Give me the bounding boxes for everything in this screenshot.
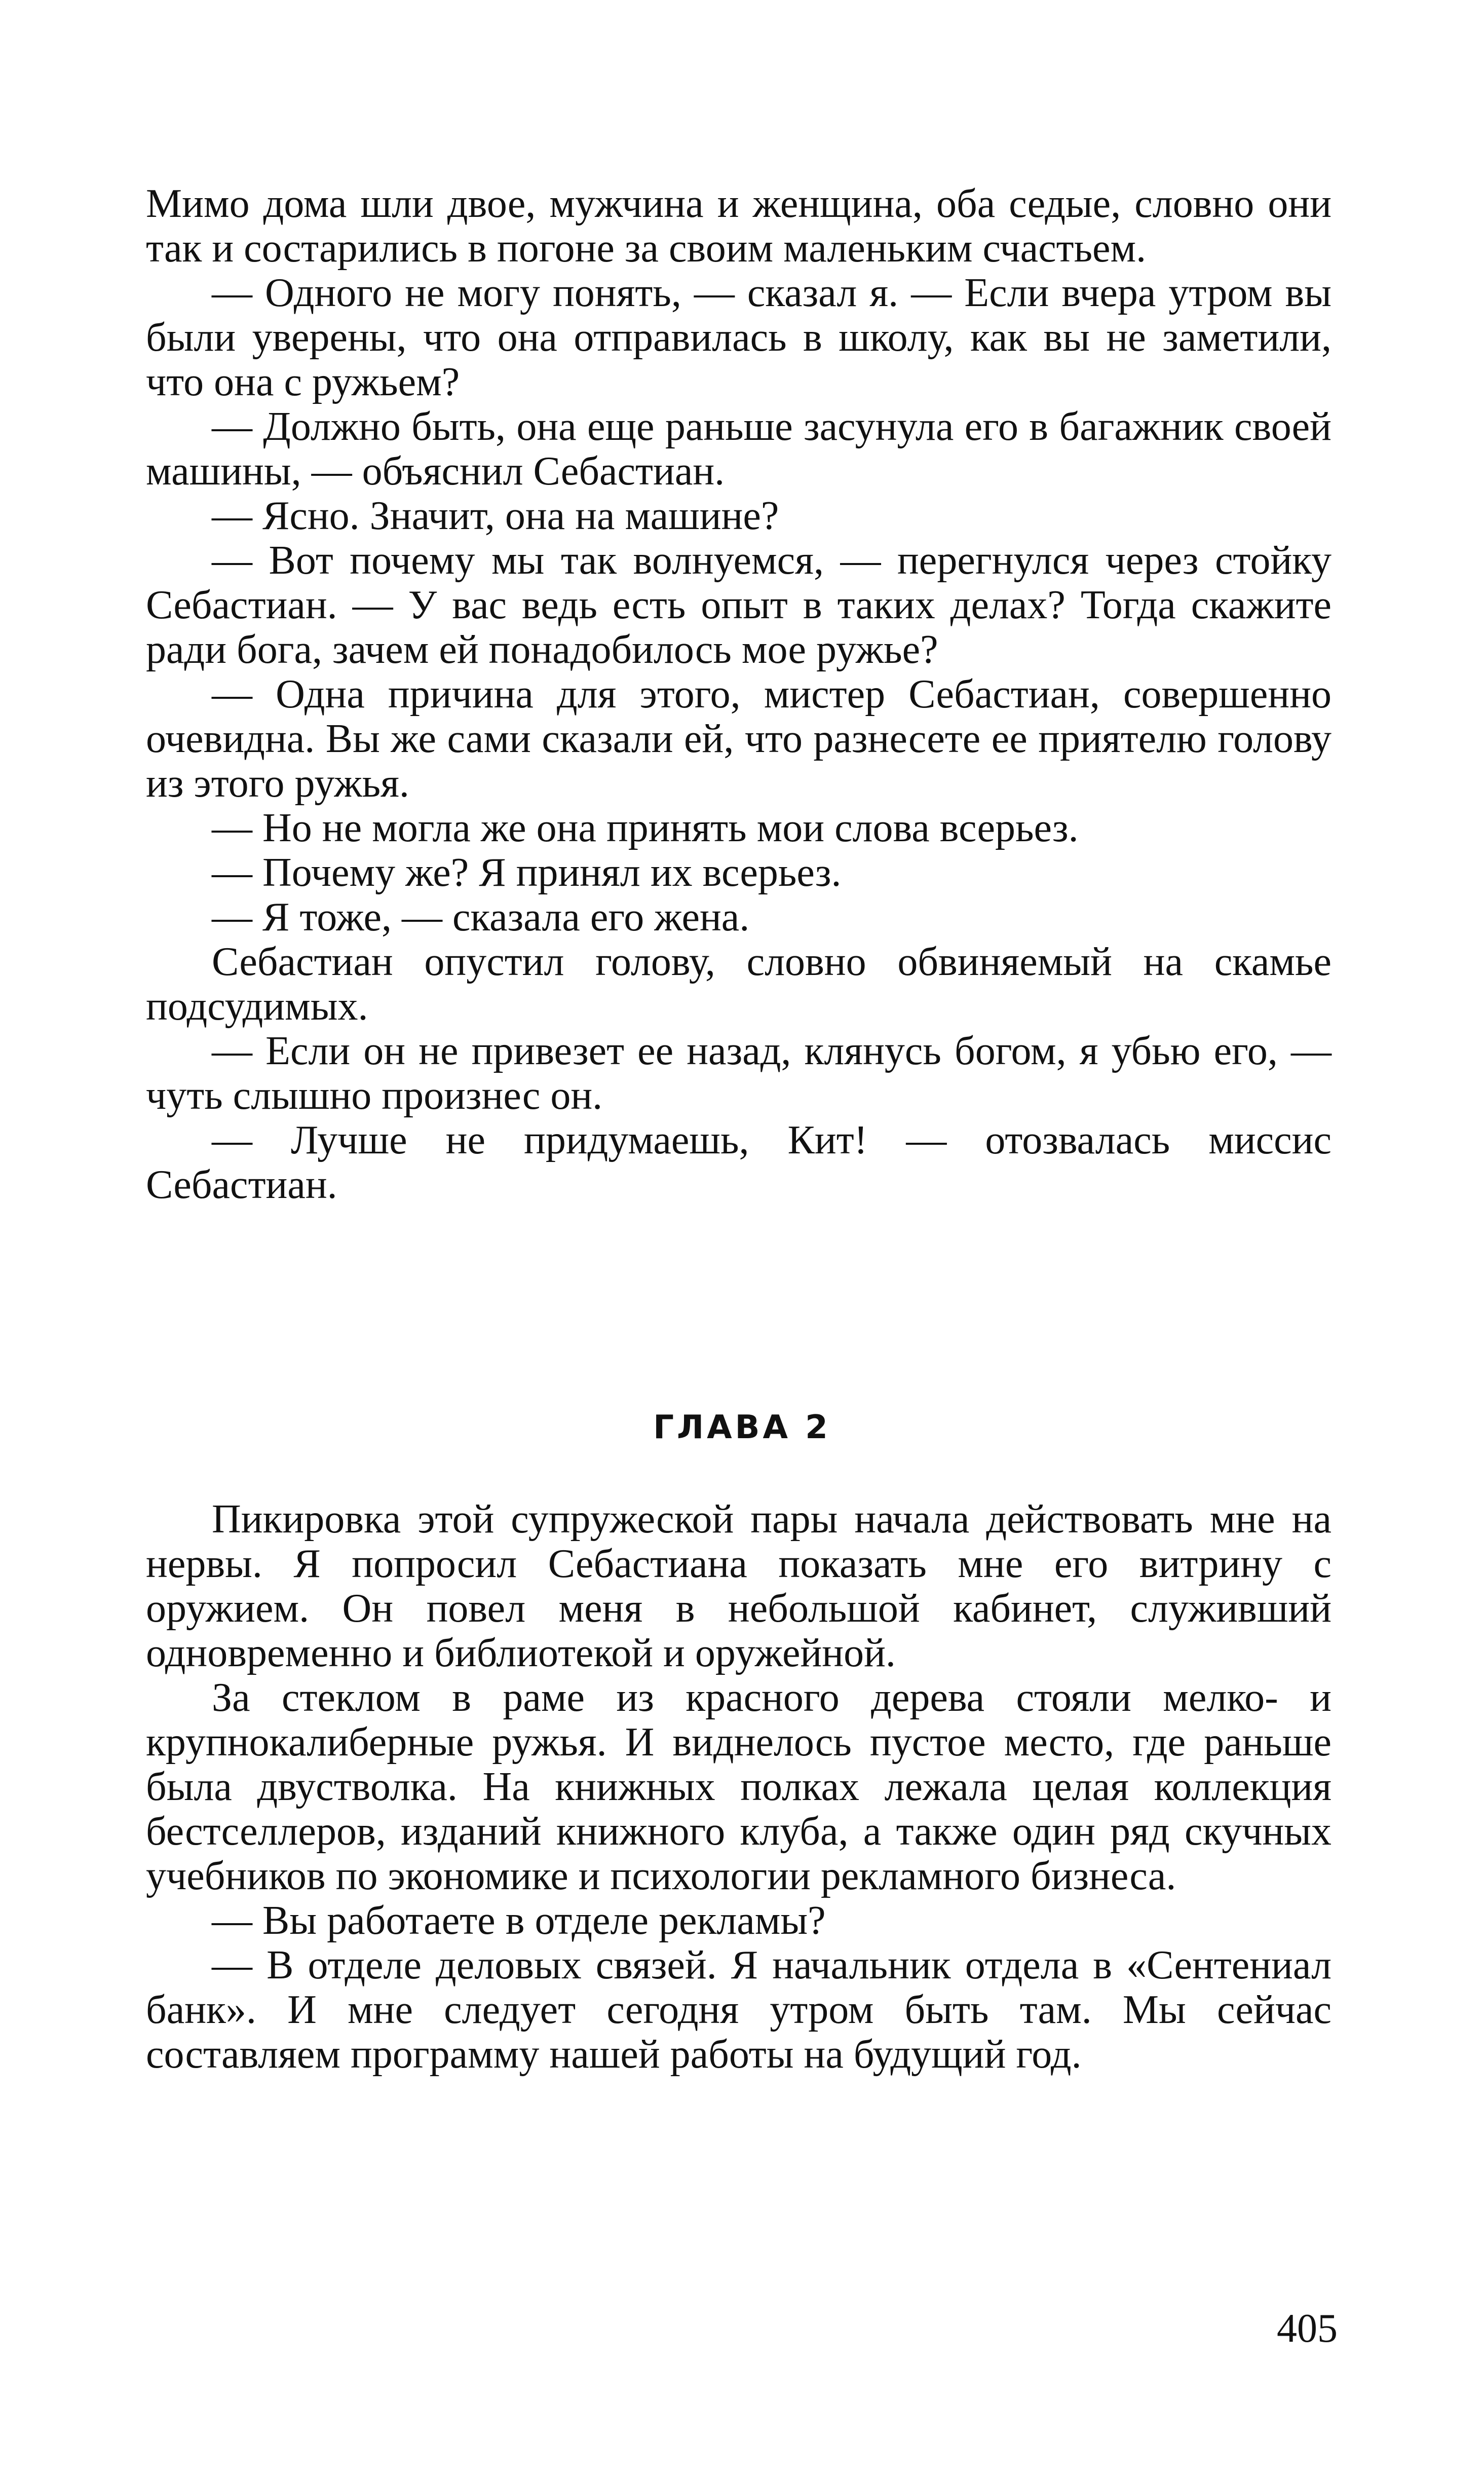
- paragraph: — Ясно. Значит, она на машине?: [212, 494, 779, 538]
- paragraph: — Почему же? Я принял их всерьез.: [212, 850, 842, 895]
- paragraph: Пикировка этой супружеской пары начала действовать мне на нервы. Я попросил Себастиана показать мне его витрину с оружием. Он повел меня в небольшой кабинет, служивший одновременно и библиотекой и оружейной.: [146, 1497, 1331, 1675]
- paragraph: Себастиан опустил голову, словно обвиняемый на скамье подсудимых.: [146, 940, 1331, 1029]
- paragraph: — Но не могла же она принять мои слова всерьез.: [212, 806, 1079, 850]
- paragraph: — Одного не могу понять, — сказал я. — Если вчера утром вы были уверены, что она отправилась в школу, как вы не заметили, что она с ружьем?: [146, 271, 1331, 404]
- paragraph: — Если он не привезет ее назад, клянусь богом, я убью его, — чуть слышно произнес он.: [146, 1029, 1331, 1118]
- paragraph: — Вы работаете в отделе рекламы?: [212, 1898, 826, 1943]
- chapter-heading: ГЛАВА 2: [653, 1409, 831, 1446]
- paragraph: За стеклом в раме из красного дерева стояли мелко- и крупнокалиберные ружья. И виднелось пустое место, где раньше была двустволка. На книжных полках лежала целая коллекция бестселлеров, изданий книжного клуба, а также один ряд скучных учебников по экономике и психологии рекламного бизнеса.: [146, 1675, 1331, 1898]
- page-number: 405: [1277, 2306, 1338, 2351]
- text-block-top: [146, 181, 1331, 1207]
- paragraph: — В отделе деловых связей. Я начальник отдела в «Сентениал банк». И мне следует сегодня утром быть там. Мы сейчас составляем программу нашей работы на будущий год.: [146, 1943, 1331, 2077]
- text-block-bottom: [146, 1497, 1331, 2077]
- paragraph: — Вот почему мы так волнуемся, — перегнулся через стойку Себастиан. — У вас ведь есть опыт в таких делах? Тогда скажите ради бога, зачем ей понадобилось мое ружье?: [146, 538, 1331, 672]
- paragraph: — Одна причина для этого, мистер Себастиан, совершенно очевидна. Вы же сами сказали ей, что разнесете ее приятелю голову из этого ружья.: [146, 672, 1331, 806]
- paragraph: — Лучше не придумаешь, Кит! — отозвалась миссис Себастиан.: [146, 1118, 1331, 1207]
- paragraph: — Должно быть, она еще раньше засунула его в багажник своей машины, — объяснил Себастиан.: [146, 404, 1331, 494]
- paragraph: — Я тоже, — сказала его жена.: [212, 895, 750, 940]
- paragraph: Мимо дома шли двое, мужчина и женщина, оба седые, словно они так и состарились в погоне за своим маленьким счастьем.: [146, 181, 1331, 271]
